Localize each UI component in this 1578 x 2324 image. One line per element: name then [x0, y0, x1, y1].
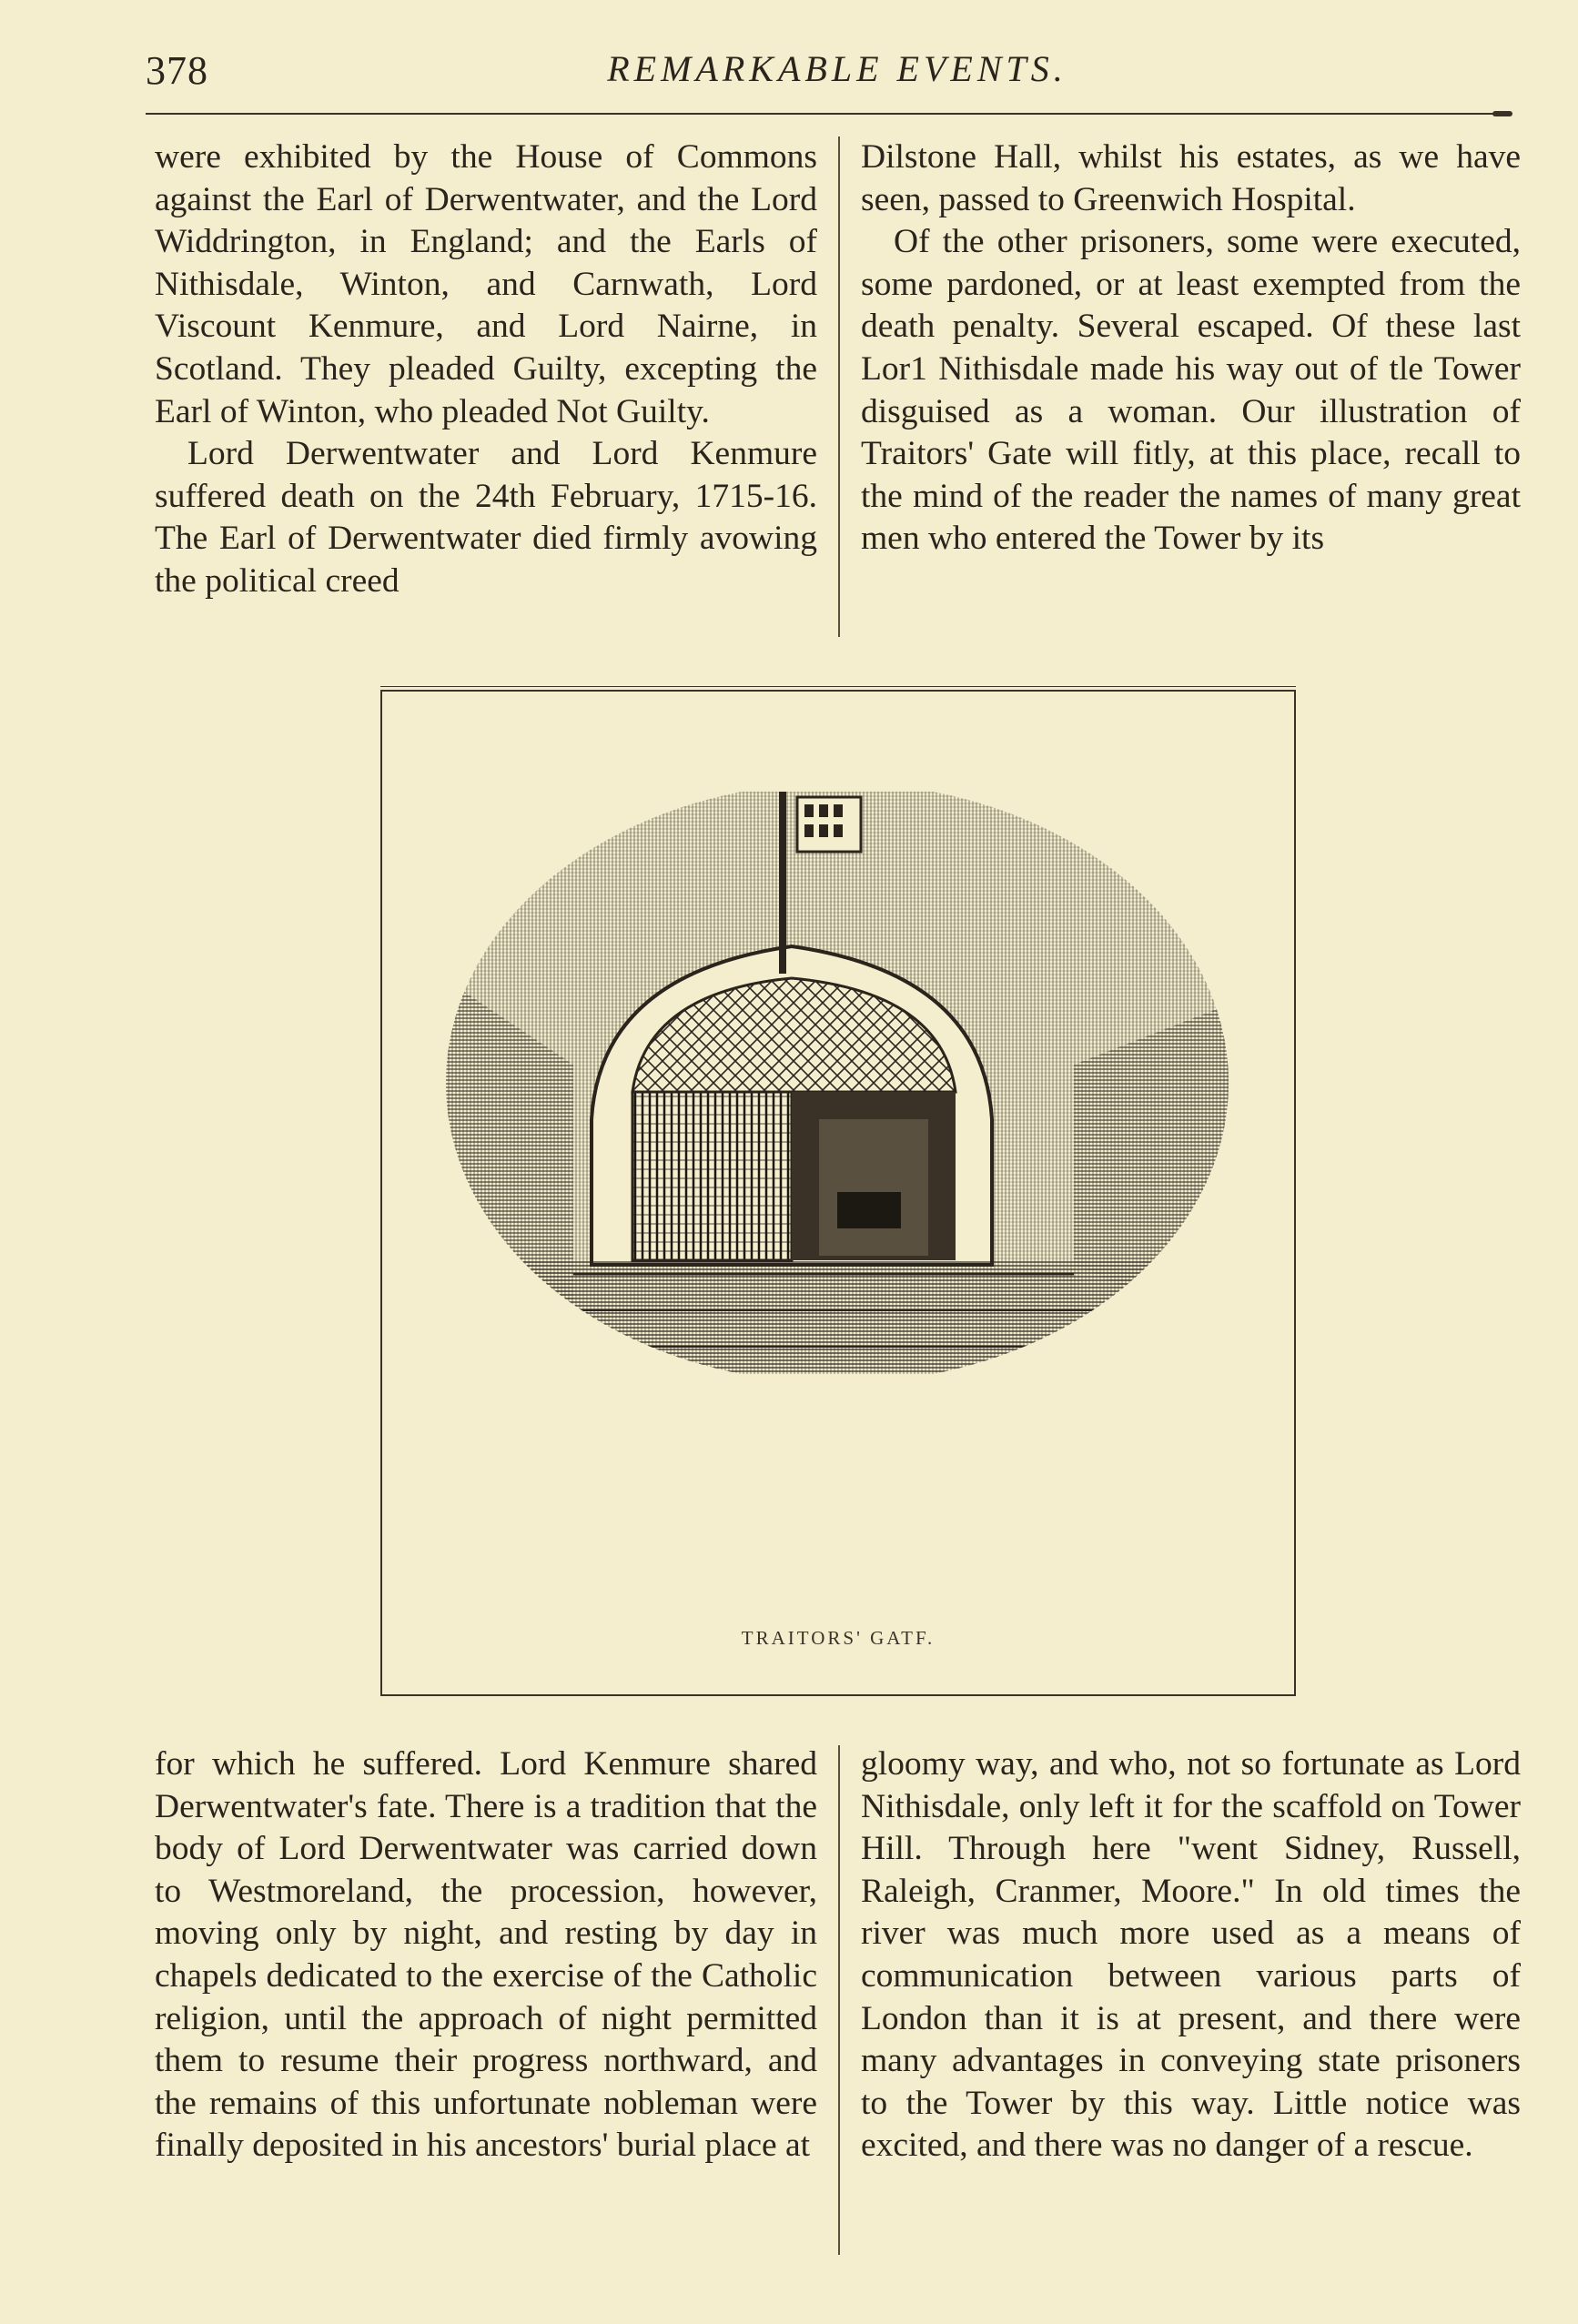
column-bottom-right: [861, 1743, 1521, 2167]
paragraph: Dilstone Hall, whilst his estates, as we have seen, passed to Greenwich Hospital.: [861, 138, 1521, 218]
page-number: 378: [146, 48, 208, 93]
paragraph: Of the other prisoners, some were executed, some pardoned, or at least exempted from the death penalty. Several escaped. Of these last Lor1 Nithisdale made his way out of tle Tower disguised as a woman. Our illustration of Traitors' Gate will fitly, at this place, recall to the mind of the reader the names of many great men who entered the Tower by its: [861, 223, 1521, 558]
column-divider: [838, 1745, 840, 2255]
column-bottom-left: [155, 1743, 817, 2167]
column-top-left: [155, 136, 817, 603]
column-divider: [838, 136, 840, 637]
illustration-frame: [380, 690, 1296, 1696]
page-header: [146, 40, 1529, 104]
traitors-gate-engraving: [437, 792, 1238, 1374]
paragraph: Lord Derwentwater and Lord Kenmure suffered death on the 24th February, 1715-16. The Earl of Derwentwater died firmly avowing the political creed: [155, 435, 817, 600]
header-rule: [146, 113, 1511, 115]
paragraph: for which he suffered. Lord Kenmure shared Derwentwater's fate. There is a tradition that the body of Lord Derwentwater was carried down to Westmoreland, the procession, however, moving only by night, and resting by day in chapels dedicated to the exercise of the Catholic religion, until the approach of night permitted them to resume their progress northward, and the remains of this unfortunate nobleman were finally deposited in his ancestors' burial place at: [155, 1745, 817, 2165]
column-top-right: [861, 136, 1521, 561]
paragraph: gloomy way, and who, not so fortunate as Lord Nithisdale, only left it for the scaffold on Tower Hill. Through here "went Sidney, Russell, Raleigh, Cranmer, Moore." In old times the river was much more used as a means of communication between various parts of London than it is at present, and there were many advantages in conveying state prisoners to the Tower by this way. Little notice was excited, and there was no danger of a rescue.: [861, 1745, 1521, 2165]
paragraph: were exhibited by the House of Commons against the Earl of Derwentwater, and the Lord Widdrington, in England; and the Earls of Nithisdale, Winton, and Carnwath, Lord Viscount Kenmure, and Lord Nairne, in Scotland. They pleaded Guilty, excepting the Earl of Winton, who pleaded Not Guilty.: [155, 138, 817, 430]
illustration-caption: TRAITORS' GATF.: [741, 1627, 936, 1649]
running-title: REMARKABLE EVENTS.: [607, 48, 1067, 89]
